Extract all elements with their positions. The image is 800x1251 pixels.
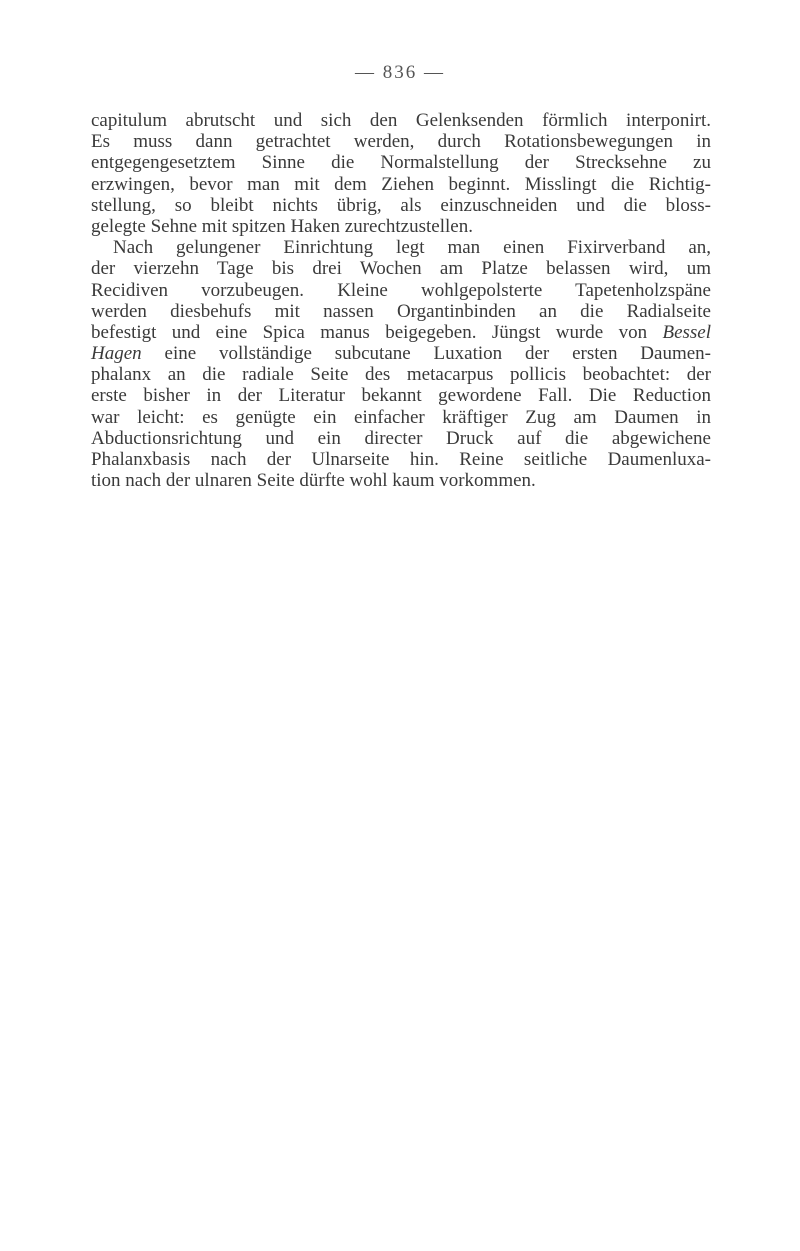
author-name: Bessel — [662, 321, 712, 343]
text-line: stellung, so bleibt nichts übrig, als einzuschneiden und die bloss- — [91, 194, 711, 216]
text-line: war leicht: es genügte ein einfacher kräftiger Zug am Daumen in — [91, 406, 711, 428]
text-line-with-author — [91, 343, 711, 364]
text-line: capitulum abrutscht und sich den Gelenksenden förmlich interponirt. — [91, 110, 711, 131]
text-line: Abductionsrichtung und ein directer Druck auf die abgewichene — [91, 427, 711, 449]
text-line: entgegengesetztem Sinne die Normalstellung der Strecksehne zu — [91, 152, 711, 174]
page-number: — 836 — — [355, 62, 445, 83]
text-segment: befestigt und eine Spica manus beigegeben. Jüngst wurde von — [91, 321, 648, 343]
text-line: der vierzehn Tage bis drei Wochen am Platze belassen wird, um — [91, 258, 711, 280]
body-text — [91, 110, 711, 491]
text-segment: eine vollständige subcutane Luxation der ersten Daumen- — [164, 343, 712, 365]
text-line: erzwingen, bevor man mit dem Ziehen beginnt. Misslingt die Richtig- — [91, 173, 711, 195]
text-line: Recidiven vorzubeugen. Kleine wohlgepolsterte Tapetenholzspäne — [91, 279, 711, 301]
text-line: phalanx an die radiale Seite des metacarpus pollicis beobachtet: der — [91, 364, 711, 386]
author-name: Hagen — [91, 343, 142, 365]
text-line: tion nach der ulnaren Seite dürfte wohl kaum vorkommen. — [91, 470, 536, 492]
text-line: Phalanxbasis nach der Ulnarseite hin. Reine seitliche Daumenluxa- — [91, 449, 711, 470]
text-line: Es muss dann getrachtet werden, durch Rotationsbewegungen in — [91, 131, 711, 153]
text-line-with-author — [91, 322, 711, 343]
text-line: gelegte Sehne mit spitzen Haken zurechtzustellen. — [91, 215, 473, 237]
text-line: Nach gelungener Einrichtung legt man einen Fixirverband an, — [113, 237, 711, 259]
text-line: werden diesbehufs mit nassen Organtinbinden an die Radialseite — [91, 300, 711, 322]
text-line: erste bisher in der Literatur bekannt gewordene Fall. Die Reduction — [91, 385, 711, 407]
